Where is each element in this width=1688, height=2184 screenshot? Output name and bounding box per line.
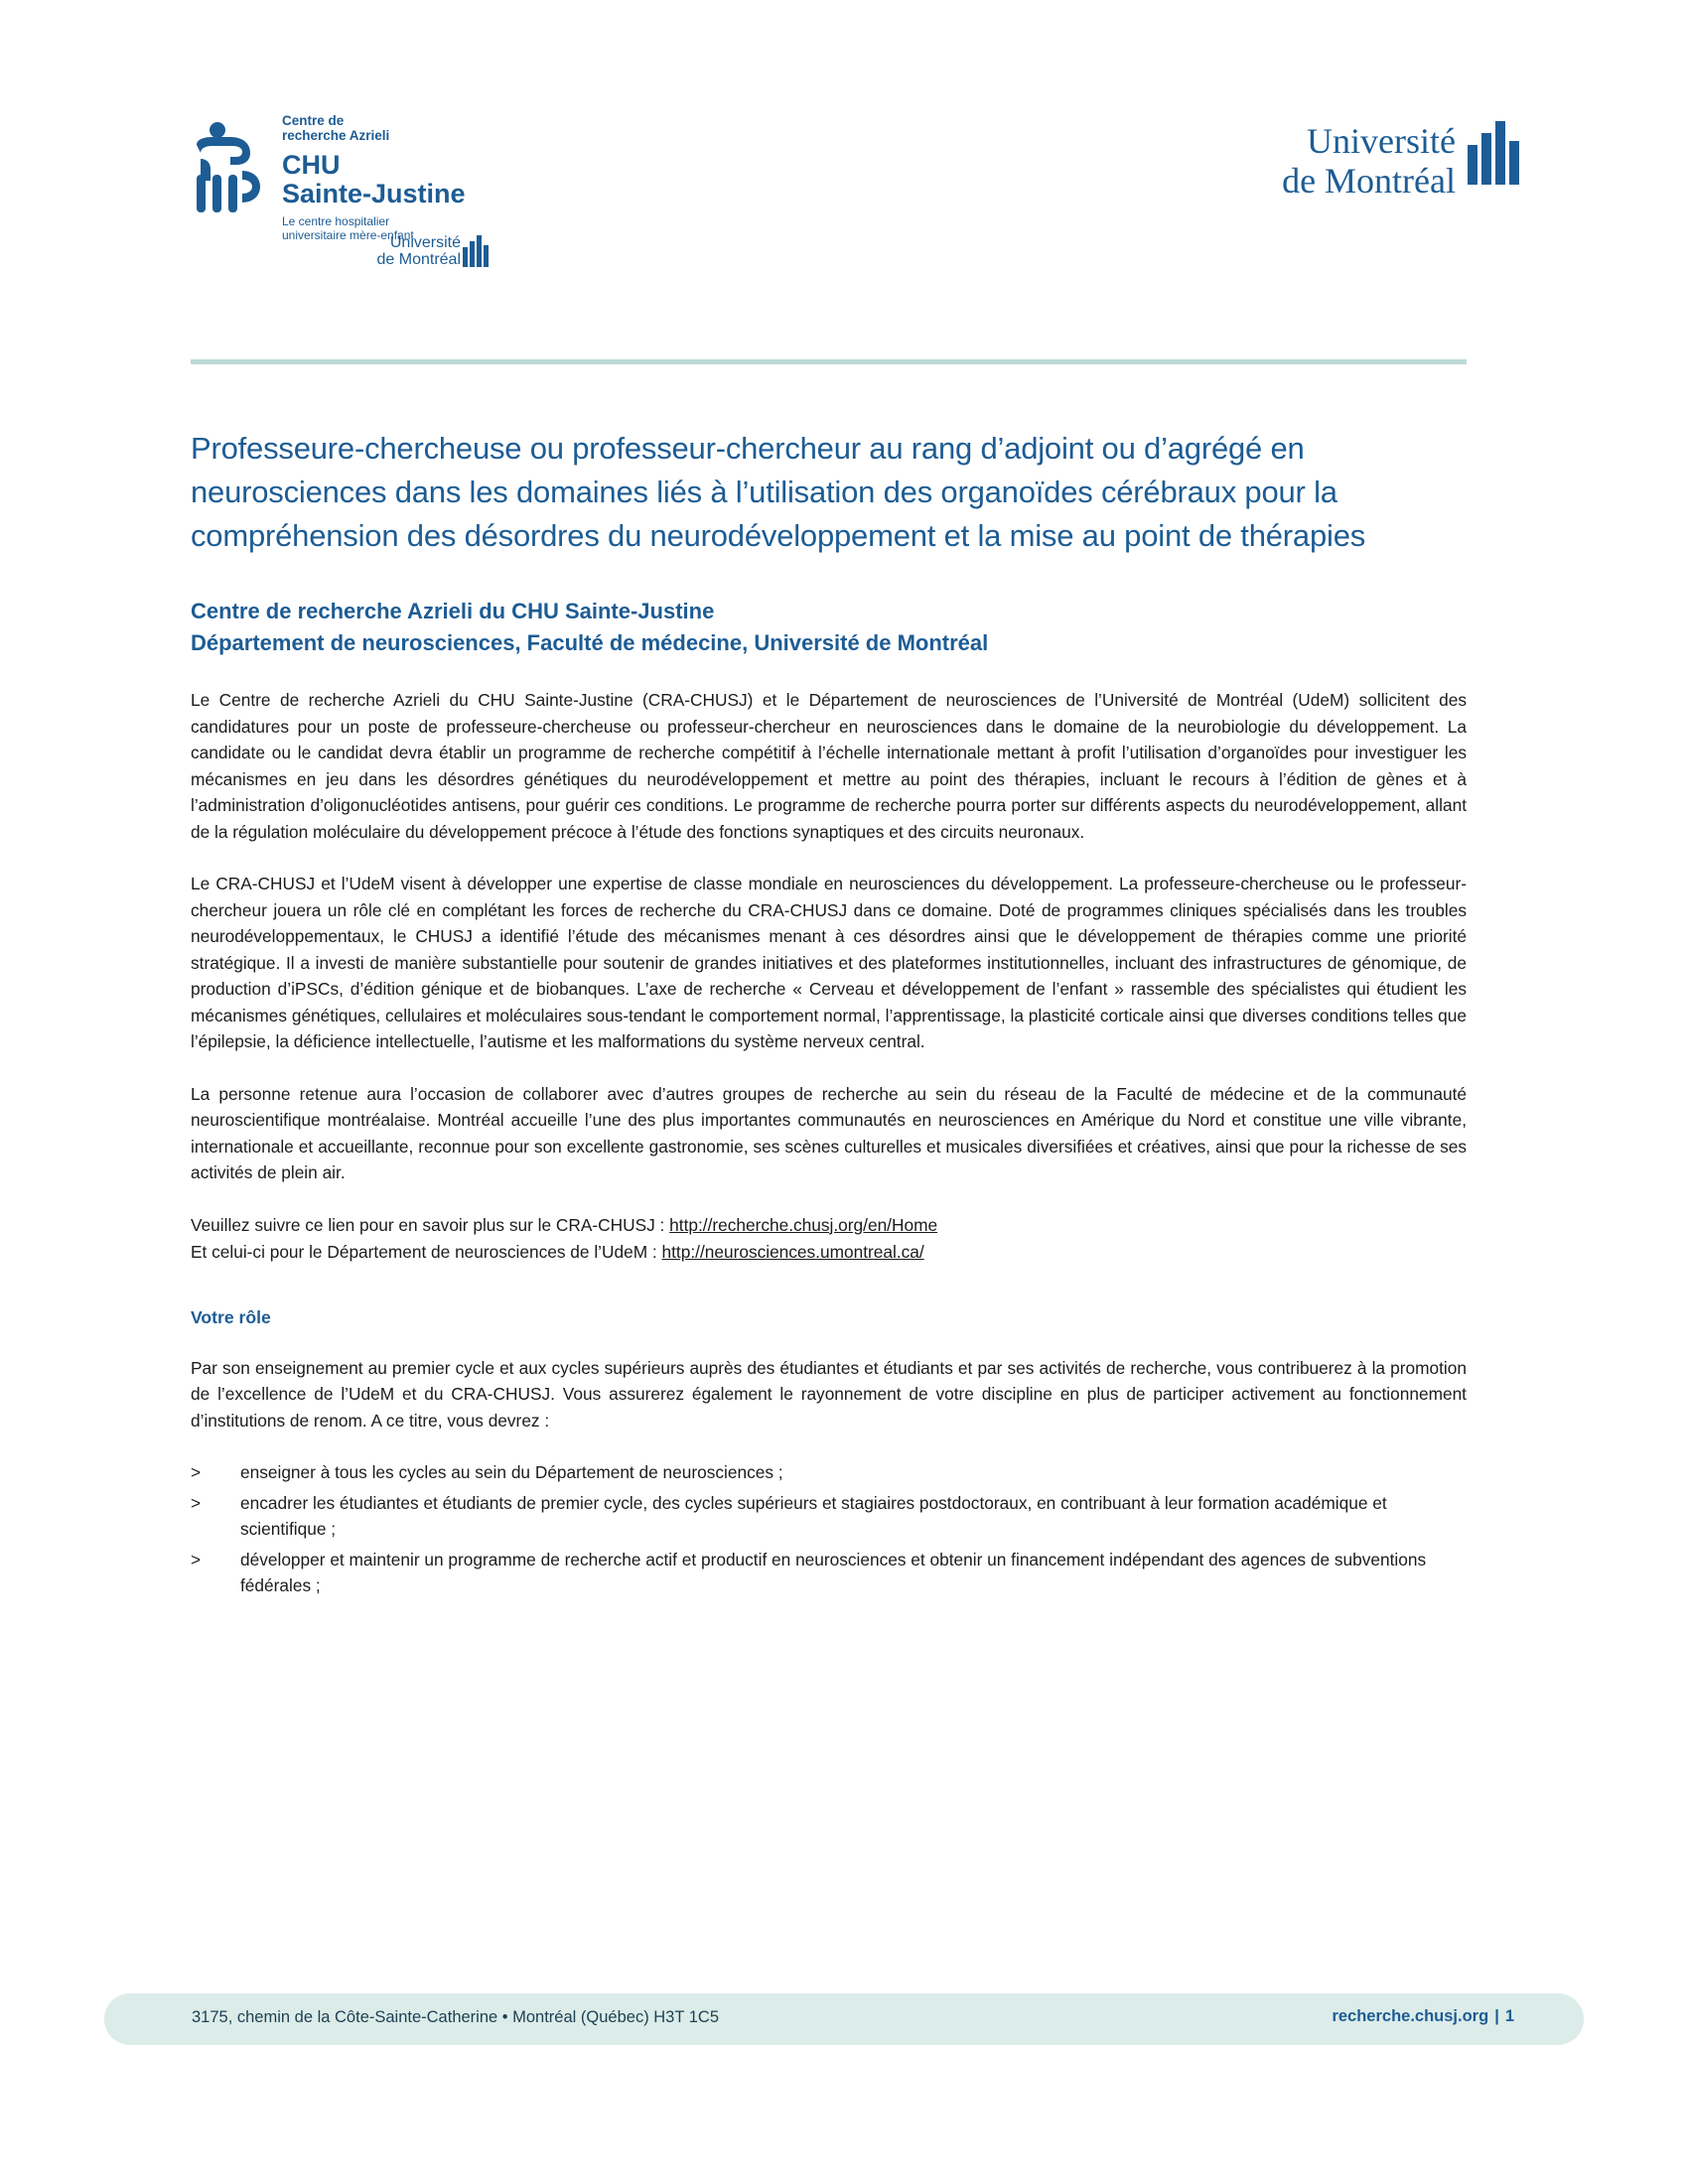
section-intro-paragraph: Par son enseignement au premier cycle et aux cycles supérieurs auprès des étudiantes et étudiants et par ses activités de recherche, vous contribuerez à la promotion de l’excellence de l’UdeM et du CRA-CHUSJ. Vous assurerez également le rayonnement de votre discipline en plus de participer activement au fonctionnement d’institutions de renom. A ce titre, vous devrez : [191,1357,1467,1431]
list-item-text: encadrer les étudiantes et étudiants de premier cycle, des cycles supérieurs et stagiaires postdoctoraux, en contribuant à leur formation académique et scientifique ; [240,1492,1387,1539]
link-line-2 [191,1239,1467,1266]
bullet-marker-icon: > [191,1492,202,1513]
udem-signature-icon [1468,121,1519,190]
chu-sainte-justine-logo [191,113,489,292]
udem-sublogo-line-1: Université [389,234,461,251]
bullet-marker-icon: > [191,1462,202,1482]
udem-sublogo [310,234,489,268]
document-header [0,99,1688,288]
chusj-line-big-2: Sainte-Justine [282,179,466,208]
link-line-1-label: Veuillez suivre ce lien pour en savoir plus sur le CRA-CHUSJ : [191,1214,670,1235]
page-title: Professeure-chercheuse ou professeur-chercheur au rang d’adjoint ou d’agrégé en neurosciences dans les domaines liés à l’utilisation des organoïdes cérébraux pour la compréhension des désordres du neurodéveloppement et la mise au point de thérapies [191,431,1366,553]
subtitle-line-2: Département de neurosciences, Faculté de médecine, Université de Montréal [191,630,989,655]
subtitle-line-1: Centre de recherche Azrieli du CHU Sainte-Justine [191,599,715,623]
links-block [191,1212,1467,1266]
list-item [191,1459,1467,1486]
chusj-tagline-1: Le centre hospitalier [282,214,390,228]
chusj-line-big-1: CHU [282,150,341,180]
udem-sublogo-line-2: de Montréal [376,251,461,268]
bullet-marker-icon: > [191,1549,202,1570]
footer-separator: | [1494,2007,1499,2025]
section-heading-votre-role: Votre rôle [191,1306,271,1327]
list-item-text: enseigner à tous les cycles au sein du Département de neurosciences ; [240,1462,783,1482]
document-footer [104,1993,1584,2045]
footer-right [1332,2007,1514,2026]
responsibilities-list [191,1459,1467,1599]
link-line-1 [191,1212,1467,1239]
list-item [191,1490,1467,1543]
udem-line-1: Université [1307,121,1456,161]
paragraph-2: Le CRA-CHUSJ et l’UdeM visent à développer une expertise de classe mondiale en neurosciences du développement. La professeure-chercheuse ou le professeur-chercheur jouera un rôle clé en complétant les forces de recherche du CRA-CHUSJ dans ce domaine. Doté de programmes cliniques spécialisés dans les troubles neurodéveloppementaux, le CHUSJ a identifié l’étude des mécanismes menant à ces désordres ainsi que le développement de thérapies comme une priorité stratégique. Il a investi de manière substantielle pour soutenir de grandes initiatives et des plateformes institutionnelles, incluant des infrastructures de génomique, de production d’iPSCs, d’édition génique et de biobanques. L’axe de recherche « Cerveau et développement de l’enfant » rassemble des spécialistes qui étudient les mécanismes génétiques, cellulaires et moléculaires sous-tendant le comportement normal, l’apprentissage, la plasticité corticale ainsi que diverses conditions telles que l’épilepsie, la déficience intellectuelle, l’autisme et les malformations du système nerveux central. [191,874,1467,1051]
udem-signature-small-icon [463,235,489,272]
chusj-line-small-1: Centre de [282,113,345,128]
list-item [191,1547,1467,1599]
chusj-mark-icon [191,119,276,214]
footer-address: 3175, chemin de la Côte-Sainte-Catherine • Montréal (Québec) H3T 1C5 [192,2008,719,2026]
chusj-tagline-2: universitaire mère-enfant [282,228,414,242]
universite-de-montreal-logo [1102,115,1519,224]
footer-website[interactable]: recherche.chusj.org [1332,2007,1489,2025]
chusj-wordmark [282,113,481,242]
subtitle-block [191,596,1467,659]
paragraph-3: La personne retenue aura l’occasion de collaborer avec d’autres groupes de recherche au sein du réseau de la Faculté de médecine et de la communauté neuroscientifique montréalaise. Montréal accueille l’une des plus importantes communautés en neurosciences en Amérique du Nord et constitue une ville vibrante, internationale et accueillante, reconnue pour son excellente gastronomie, ses scènes culturelles et musicales diversifiées et créatives, ainsi que pour la richesse de ses activités de plein air. [191,1083,1467,1182]
cra-chusj-link[interactable]: http://recherche.chusj.org/en/Home [669,1214,938,1235]
header-divider [191,359,1467,364]
list-item-text: développer et maintenir un programme de recherche actif et productif en neurosciences et obtenir un financement indépendant des agences de subventions fédérales ; [240,1549,1427,1595]
chusj-line-small-2: recherche Azrieli [282,128,390,143]
udem-wordmark [1282,121,1456,201]
link-line-2-label: Et celui-ci pour le Département de neurosciences de l’UdeM : [191,1241,662,1262]
footer-page-number: 1 [1504,2007,1514,2025]
neurosciences-udem-link[interactable]: http://neurosciences.umontreal.ca/ [661,1241,924,1262]
paragraph-1: Le Centre de recherche Azrieli du CHU Sainte-Justine (CRA-CHUSJ) et le Département de neurosciences de l’Université de Montréal (UdeM) sollicitent des candidatures pour un poste de professeure-chercheuse ou professeur-chercheur en neurosciences dans le domaine de la neurobiologie du développement. La candidate ou le candidat devra établir un programme de recherche compétitif à l’échelle internationale mettant à profit l’utilisation d’organoïdes pour investiguer les mécanismes en jeu dans les désordres génétiques du neurodéveloppement et mettre au point des thérapies, incluant le recours à l’édition de gènes et à l’administration d’oligonucléotides antisens, pour guérir ces conditions. Le programme de recherche pourra porter sur différents aspects du neurodéveloppement, allant de la régulation moléculaire du développement précoce à l’étude des fonctions synaptiques et des circuits neuronaux. [191,690,1467,842]
udem-line-2: de Montréal [1282,161,1456,201]
document-body [191,427,1467,1603]
